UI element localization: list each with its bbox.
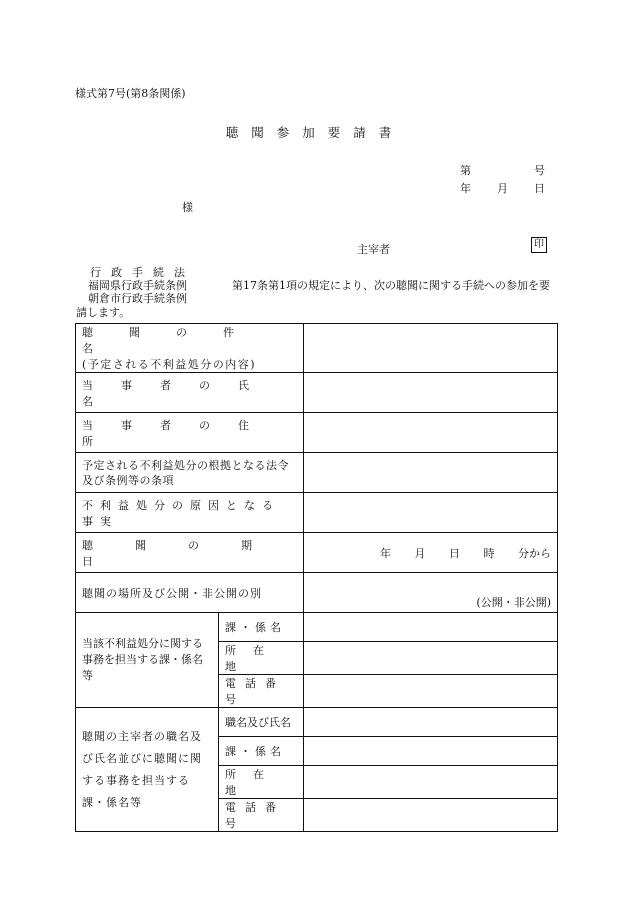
value-presider-section[interactable]	[304, 737, 558, 766]
law-name-3: 朝倉市行政手続条例	[88, 292, 187, 305]
value-case-name[interactable]	[304, 324, 558, 373]
value-dept-section[interactable]	[304, 613, 558, 642]
value-presider-title-name[interactable]	[304, 708, 558, 737]
law-name-1: 行政手続法	[90, 266, 195, 279]
period-day: 日	[449, 546, 460, 560]
label-party-address: 当事者の住所	[76, 413, 304, 453]
table-row	[76, 373, 558, 413]
case-name-line1: 聴聞の件名	[82, 326, 270, 355]
period-month: 月	[414, 546, 426, 560]
label-legal-basis: 予定される不利益処分の根拠となる法令及び条例等の条項	[76, 453, 304, 493]
form-number-label: 様式第7号(第8条関係)	[75, 87, 186, 100]
label-dept-section: 課・係名	[219, 613, 304, 642]
document-number	[460, 162, 545, 178]
value-presider-location[interactable]	[304, 766, 558, 799]
label-presider-location: 所在地	[219, 766, 304, 799]
period-year: 年	[380, 546, 391, 560]
label-place: 聴聞の場所及び公開・非公開の別	[76, 573, 304, 613]
presider-label: 主宰者	[357, 243, 390, 256]
intro-text-1: 第17条第1項の規定により、次の聴聞に関する手続への参加を要	[232, 279, 550, 292]
law-name-2: 福岡県行政手続条例	[88, 279, 187, 292]
place-public-option: (公開・非公開)	[476, 596, 551, 609]
period-hour: 時	[483, 546, 495, 560]
value-party-name[interactable]	[304, 373, 558, 413]
seal-mark: 印	[531, 237, 547, 253]
label-party-name: 当事者の氏名	[76, 373, 304, 413]
case-name-line2: (予定される不利益処分の内容)	[82, 358, 257, 371]
request-form-table	[75, 323, 558, 832]
value-cause[interactable]	[304, 493, 558, 533]
issue-date	[460, 180, 545, 196]
value-legal-basis[interactable]	[304, 453, 558, 493]
value-dept-phone[interactable]	[304, 675, 558, 708]
label-presider-group: 聴聞の主宰者の職名及び氏名並びに聴聞に関する事務を担当する課・係名等	[76, 708, 219, 832]
table-row	[76, 413, 558, 453]
table-row	[76, 613, 558, 642]
value-party-address[interactable]	[304, 413, 558, 453]
table-row	[76, 324, 558, 373]
label-dept-location: 所在地	[219, 642, 304, 675]
label-dept-group: 当該不利益処分に関する事務を担当する課・係名等	[76, 613, 219, 708]
date-month: 月	[497, 182, 508, 195]
value-period[interactable]	[304, 533, 558, 573]
label-presider-phone: 電話番号	[219, 799, 304, 832]
value-place[interactable]	[304, 573, 558, 613]
value-presider-phone[interactable]	[304, 799, 558, 832]
intro-text-2: 請します。	[76, 306, 131, 319]
table-row	[76, 453, 558, 493]
number-prefix: 第	[460, 164, 471, 177]
table-row	[76, 493, 558, 533]
table-row	[76, 533, 558, 573]
label-presider-section: 課・係名	[219, 737, 304, 766]
document-title: 聴聞参加要請書	[225, 125, 405, 140]
label-presider-title-name: 職名及び氏名	[219, 708, 304, 737]
date-year: 年	[460, 182, 471, 195]
label-period: 聴聞の期日	[76, 533, 304, 573]
label-case-name	[76, 324, 304, 373]
label-cause: 不利益処分の原因となる事実	[76, 493, 304, 533]
table-row	[76, 708, 558, 737]
date-day: 日	[534, 182, 545, 195]
value-dept-location[interactable]	[304, 642, 558, 675]
table-row	[76, 573, 558, 613]
label-dept-phone: 電話番号	[219, 675, 304, 708]
number-suffix: 号	[534, 164, 545, 177]
period-from: 分から	[518, 546, 551, 560]
addressee-suffix: 様	[182, 201, 193, 214]
